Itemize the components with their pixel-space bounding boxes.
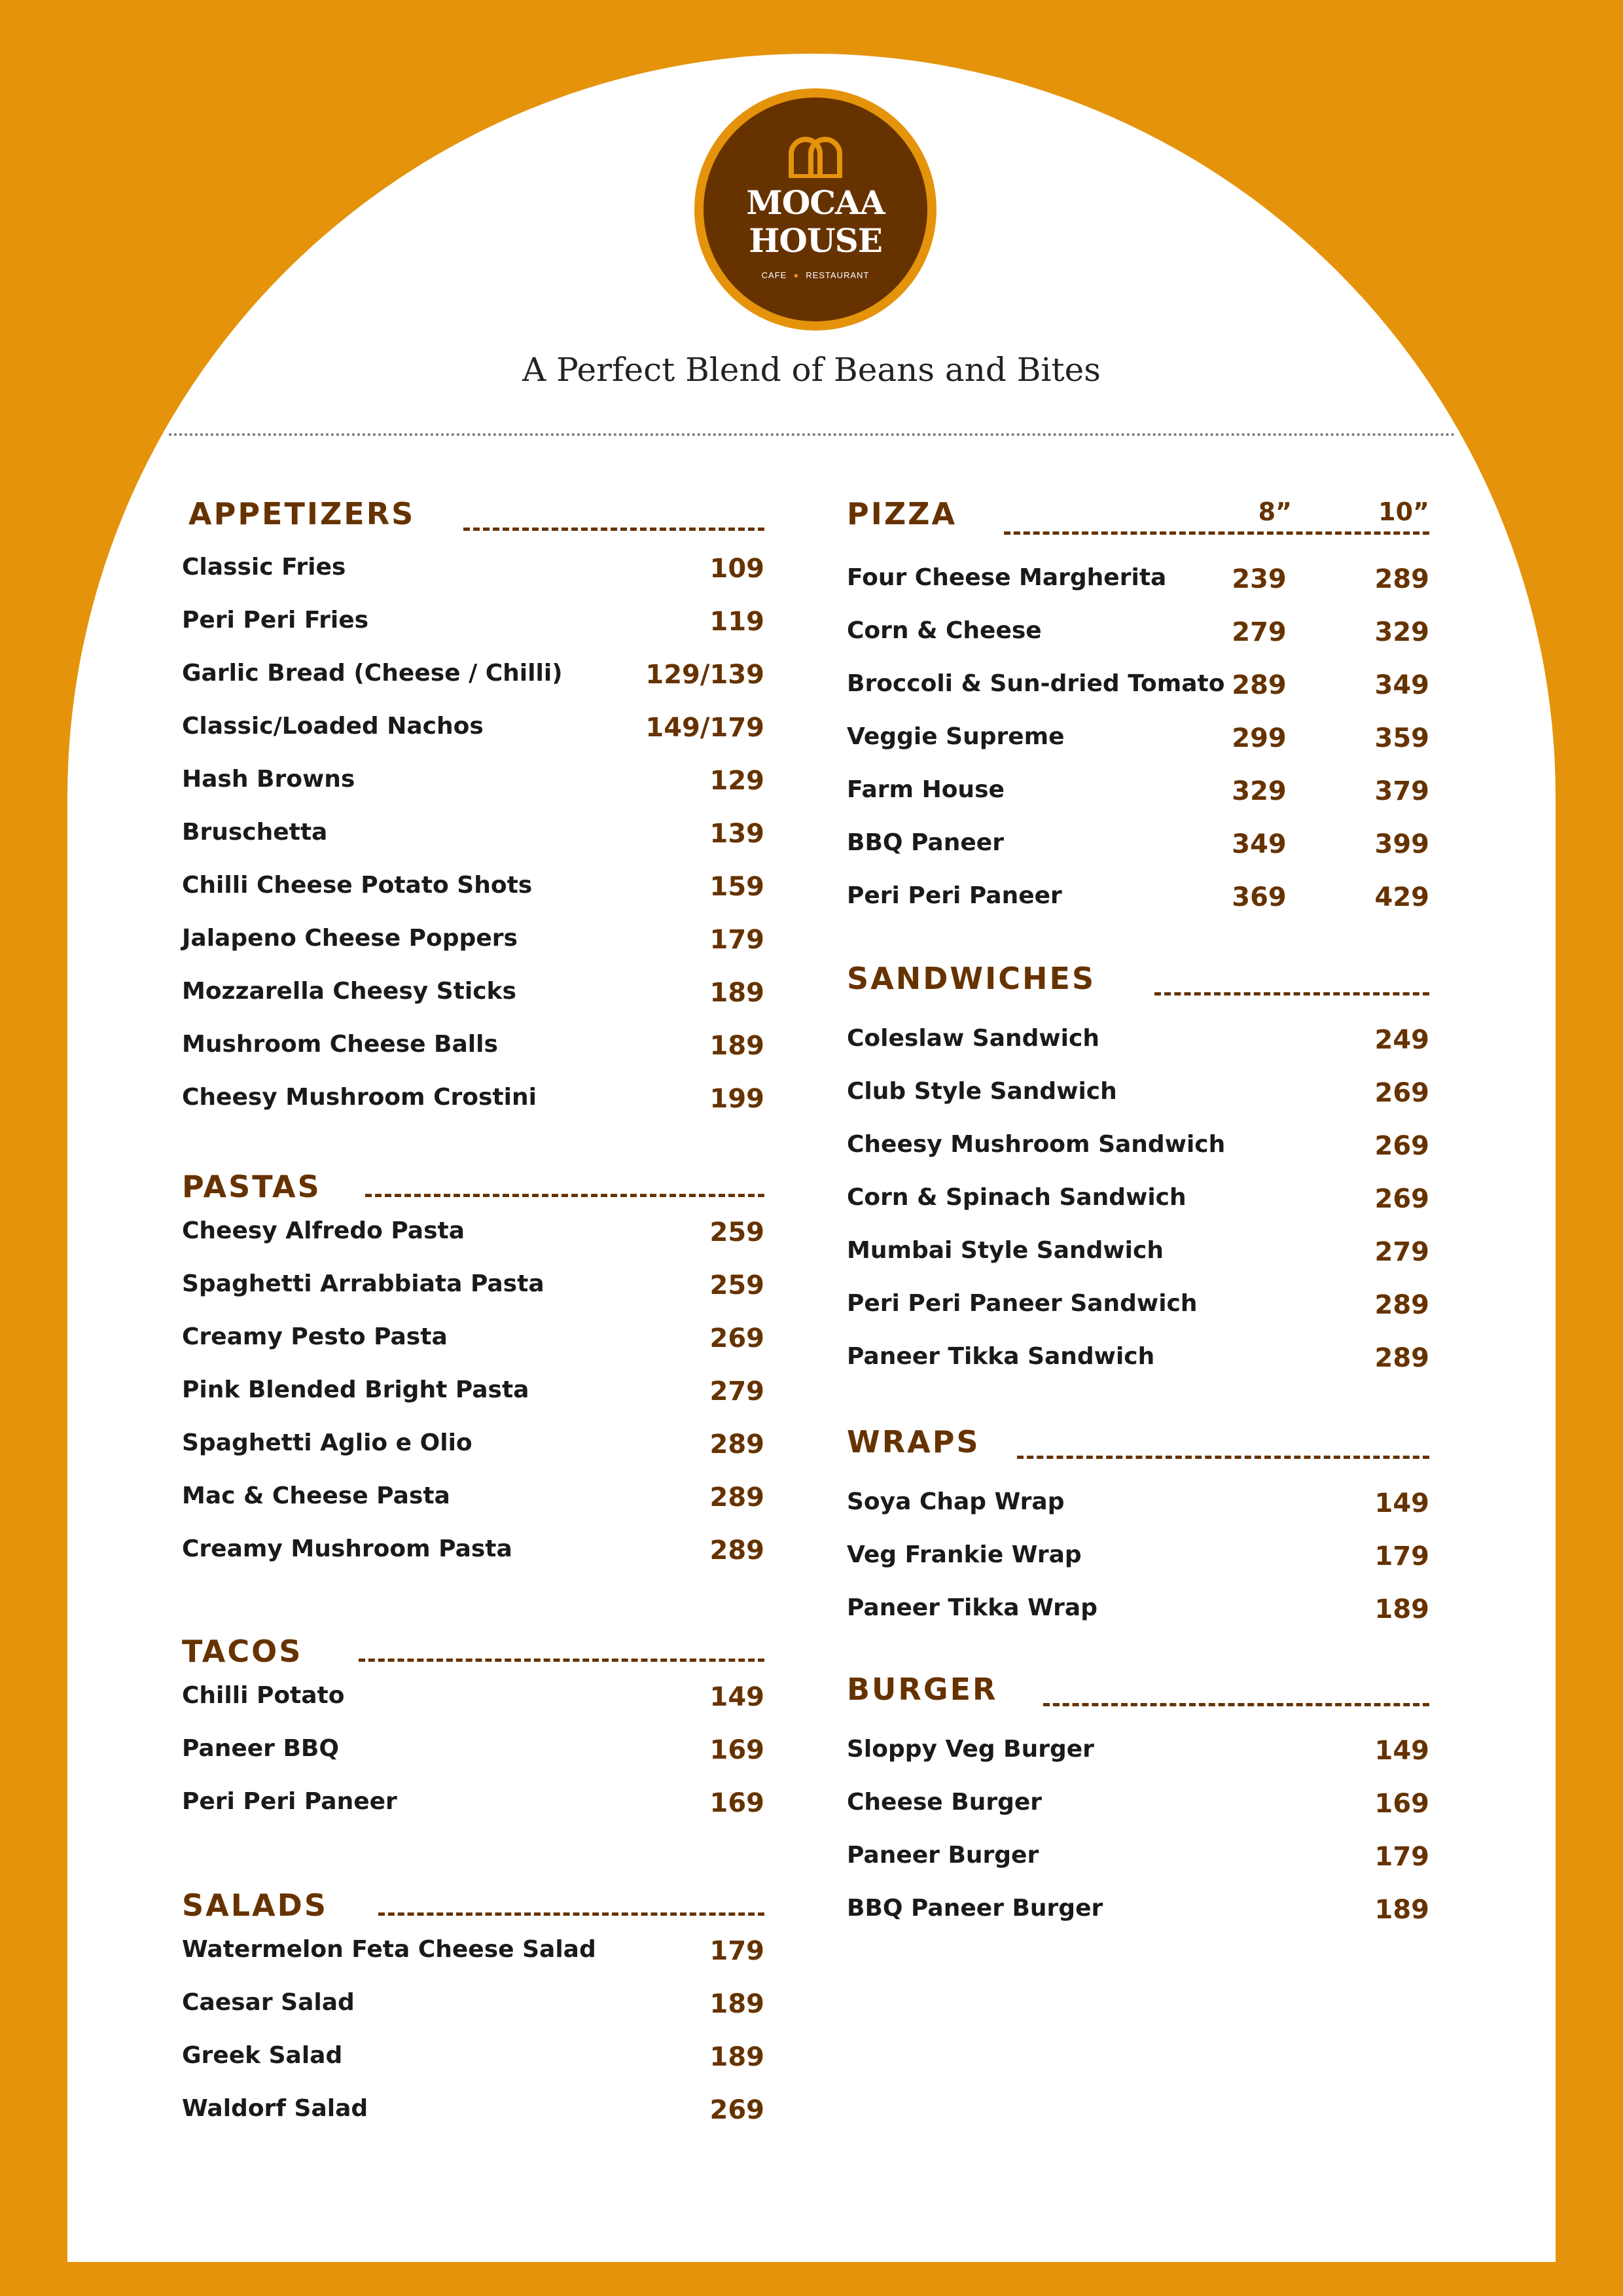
logo-sub-cafe: CAFE (761, 270, 787, 280)
menu-item-price: 149 (709, 1682, 764, 1712)
dashed-rule (1017, 1456, 1429, 1459)
menu-item-name: Corn & Spinach Sandwich (847, 1184, 1186, 1211)
dashed-rule (359, 1659, 764, 1662)
dashed-rule (1043, 1703, 1429, 1706)
menu-item-price-10: 289 (1374, 564, 1429, 594)
menu-item-name: Cheesy Alfredo Pasta (182, 1217, 465, 1244)
section-appetizers (182, 492, 764, 1137)
menu-item-name: Chilli Potato (182, 1682, 345, 1709)
menu-item-row (182, 1682, 764, 1735)
logo-name-line1: MOCAA (746, 183, 885, 222)
menu-item-price: 189 (709, 1989, 764, 2019)
section-wraps (847, 1420, 1429, 1647)
item-list (182, 554, 764, 1137)
menu-item-row (182, 766, 764, 819)
dashed-rule (463, 528, 764, 531)
size-10-label: 10” (1378, 497, 1429, 526)
menu-item-price: 129 (709, 766, 764, 796)
item-list (847, 1025, 1429, 1396)
menu-item-row (182, 1535, 764, 1588)
menu-item-name: Cheese Burger (847, 1789, 1043, 1816)
menu-item-price: 169 (709, 1788, 764, 1818)
logo-sub-restaurant: RESTAURANT (806, 270, 870, 280)
menu-item-name: Spaghetti Arrabbiata Pasta (182, 1270, 544, 1297)
menu-item-price: 249 (1374, 1025, 1429, 1055)
dot-icon: ● (793, 270, 800, 280)
menu-item-row (182, 1429, 764, 1482)
dashed-rule (378, 1912, 764, 1916)
menu-item-row (182, 1376, 764, 1429)
menu-item-name: Veg Frankie Wrap (847, 1541, 1082, 1568)
menu-item-row (847, 1131, 1429, 1184)
menu-item-price: 189 (709, 978, 764, 1008)
menu-item-price: 289 (709, 1482, 764, 1513)
section-title: PASTAS (182, 1169, 321, 1204)
menu-item-name: Cheesy Mushroom Sandwich (847, 1131, 1226, 1158)
menu-item-row (847, 1789, 1429, 1842)
dotted-separator (169, 433, 1455, 436)
menu-item-price: 159 (709, 872, 764, 902)
menu-item-name: Broccoli & Sun-dried Tomato (847, 670, 1225, 697)
menu-item-row (847, 617, 1429, 670)
menu-item-name: Four Cheese Margherita (847, 564, 1167, 591)
dashed-rule (1154, 992, 1429, 996)
menu-item-row (182, 1788, 764, 1841)
menu-item-row (847, 1488, 1429, 1541)
menu-item-row (847, 670, 1429, 723)
menu-item-price: 179 (1374, 1842, 1429, 1872)
menu-item-row (182, 872, 764, 925)
menu-item-price: 269 (1374, 1078, 1429, 1108)
menu-item-row (182, 1482, 764, 1535)
menu-item-price: 269 (709, 1323, 764, 1354)
section-salads (182, 1884, 764, 2148)
menu-item-row (847, 829, 1429, 882)
menu-item-name: Paneer Burger (847, 1842, 1039, 1869)
menu-item-price: 259 (709, 1270, 764, 1300)
menu-item-name: Waldorf Salad (182, 2095, 368, 2122)
dashed-rule (1004, 531, 1429, 535)
menu-item-price-10: 399 (1374, 829, 1429, 859)
menu-item-name: Paneer BBQ (182, 1735, 339, 1762)
menu-item-name: Mushroom Cheese Balls (182, 1031, 498, 1058)
menu-item-row (182, 1735, 764, 1788)
menu-item-price: 189 (709, 2042, 764, 2072)
menu-item-row (847, 1736, 1429, 1789)
logo-subtitle (704, 270, 927, 280)
menu-item-row (182, 2095, 764, 2148)
menu-item-row (847, 1343, 1429, 1396)
menu-item-price: 289 (1374, 1290, 1429, 1320)
section-title: WRAPS (847, 1424, 980, 1460)
menu-item-row (847, 1184, 1429, 1237)
logo-name (704, 184, 927, 260)
menu-item-price: 279 (1374, 1237, 1429, 1267)
menu-item-price: 119 (709, 607, 764, 637)
menu-item-row (847, 1895, 1429, 1948)
menu-item-name: Mac & Cheese Pasta (182, 1482, 450, 1509)
menu-item-price: 259 (709, 1217, 764, 1247)
menu-item-price: 179 (709, 925, 764, 955)
menu-item-row (182, 2042, 764, 2095)
item-list (182, 1682, 764, 1841)
menu-item-price: 189 (709, 1031, 764, 1061)
menu-item-row (182, 1270, 764, 1323)
menu-item-name: Farm House (847, 776, 1005, 803)
menu-item-name: Garlic Bread (Cheese / Chilli) (182, 660, 563, 687)
menu-item-name: Caesar Salad (182, 1989, 355, 2016)
menu-item-price: 169 (709, 1735, 764, 1765)
menu-item-name: Pink Blended Bright Pasta (182, 1376, 529, 1403)
menu-item-row (182, 819, 764, 872)
section-pastas (182, 1165, 764, 1588)
menu-item-name: Creamy Pesto Pasta (182, 1323, 448, 1350)
menu-item-name: Veggie Supreme (847, 723, 1065, 750)
menu-item-row (182, 1936, 764, 1989)
menu-item-row (847, 882, 1429, 935)
menu-item-price: 199 (709, 1084, 764, 1114)
menu-item-price-8: 239 (1232, 564, 1287, 594)
menu-item-name: Chilli Cheese Potato Shots (182, 872, 533, 899)
size-8-label: 8” (1258, 497, 1292, 526)
menu-item-name: Watermelon Feta Cheese Salad (182, 1936, 596, 1963)
item-list (182, 1217, 764, 1588)
menu-item-name: Spaghetti Aglio e Olio (182, 1429, 473, 1456)
menu-item-price-10: 359 (1374, 723, 1429, 753)
menu-item-name: Peri Peri Fries (182, 607, 369, 634)
menu-item-name: Soya Chap Wrap (847, 1488, 1065, 1515)
menu-item-name: Cheesy Mushroom Crostini (182, 1084, 537, 1111)
menu-item-price-10: 349 (1374, 670, 1429, 700)
menu-item-row (847, 1237, 1429, 1290)
menu-item-row (182, 607, 764, 660)
menu-item-row (847, 1842, 1429, 1895)
section-title: SALADS (182, 1888, 328, 1923)
item-list (847, 1736, 1429, 1948)
menu-item-price-8: 279 (1232, 617, 1287, 647)
section-sandwiches (847, 957, 1429, 1396)
menu-item-name: Peri Peri Paneer (182, 1788, 397, 1815)
menu-item-name: Creamy Mushroom Pasta (182, 1535, 512, 1562)
menu-item-name: Jalapeno Cheese Poppers (182, 925, 518, 952)
menu-item-price-8: 329 (1232, 776, 1287, 806)
menu-item-row (182, 1084, 764, 1137)
menu-item-price-8: 299 (1232, 723, 1287, 753)
section-title: BURGER (847, 1672, 998, 1707)
section-tacos (182, 1630, 764, 1841)
tagline: A Perfect Blend of Beans and Bites (522, 351, 1101, 389)
menu-item-row (847, 1541, 1429, 1594)
menu-item-price: 189 (1374, 1895, 1429, 1925)
menu-item-row (182, 660, 764, 713)
menu-item-name: Sloppy Veg Burger (847, 1736, 1094, 1763)
menu-item-row (847, 1078, 1429, 1131)
menu-item-price: 279 (709, 1376, 764, 1407)
section-title: PIZZA (847, 496, 957, 531)
menu-item-price: 149 (1374, 1736, 1429, 1766)
menu-item-name: Bruschetta (182, 819, 328, 846)
menu-item-price-10: 329 (1374, 617, 1429, 647)
section-pizza (847, 492, 1429, 935)
menu-item-row (182, 1989, 764, 2042)
menu-item-price: 179 (1374, 1541, 1429, 1571)
section-title: SANDWICHES (847, 961, 1096, 996)
menu-item-price-8: 289 (1232, 670, 1287, 700)
menu-item-price: 269 (709, 2095, 764, 2125)
menu-item-name: Paneer Tikka Wrap (847, 1594, 1097, 1621)
menu-item-name: Peri Peri Paneer (847, 882, 1062, 909)
menu-item-price: 189 (1374, 1594, 1429, 1624)
menu-item-price-10: 429 (1374, 882, 1429, 912)
menu-item-price: 139 (709, 819, 764, 849)
section-title: APPETIZERS (188, 496, 416, 531)
menu-item-price: 269 (1374, 1131, 1429, 1161)
menu-item-name: Mumbai Style Sandwich (847, 1237, 1164, 1264)
menu-item-price: 129/139 (645, 660, 764, 690)
menu-item-price: 109 (709, 554, 764, 584)
section-title: TACOS (182, 1634, 303, 1669)
menu-item-row (182, 1031, 764, 1084)
menu-item-name: Hash Browns (182, 766, 355, 793)
menu-item-row (182, 554, 764, 607)
menu-item-price: 269 (1374, 1184, 1429, 1214)
menu-item-name: Mozzarella Cheesy Sticks (182, 978, 516, 1005)
menu-item-name: BBQ Paneer Burger (847, 1895, 1103, 1922)
item-list (847, 564, 1429, 935)
menu-item-row (847, 1290, 1429, 1343)
logo-name-line2: HOUSE (749, 221, 882, 260)
menu-item-row (182, 1217, 764, 1270)
menu-item-name: Corn & Cheese (847, 617, 1042, 644)
menu-item-row (847, 776, 1429, 829)
menu-item-name: Classic/Loaded Nachos (182, 713, 484, 740)
menu-item-row (182, 925, 764, 978)
menu-item-price: 149/179 (645, 713, 764, 743)
menu-item-row (847, 564, 1429, 617)
logo-badge (694, 88, 936, 331)
arch-logo-icon (786, 133, 845, 179)
menu-item-price: 289 (709, 1535, 764, 1566)
menu-item-row (847, 1594, 1429, 1647)
menu-item-name: Paneer Tikka Sandwich (847, 1343, 1155, 1370)
menu-item-name: BBQ Paneer (847, 829, 1004, 856)
menu-item-row (182, 978, 764, 1031)
menu-item-name: Classic Fries (182, 554, 346, 581)
menu-item-price: 289 (709, 1429, 764, 1460)
section-burger (847, 1668, 1429, 1948)
menu-item-row (182, 713, 764, 766)
menu-item-price: 149 (1374, 1488, 1429, 1518)
menu-item-row (182, 1323, 764, 1376)
menu-item-price-10: 379 (1374, 776, 1429, 806)
menu-item-price-8: 369 (1232, 882, 1287, 912)
logo-inner (704, 98, 927, 321)
item-list (182, 1936, 764, 2148)
item-list (847, 1488, 1429, 1647)
menu-item-name: Coleslaw Sandwich (847, 1025, 1099, 1052)
menu-item-row (847, 723, 1429, 776)
dashed-rule (365, 1194, 764, 1197)
menu-item-name: Greek Salad (182, 2042, 343, 2069)
menu-item-price: 289 (1374, 1343, 1429, 1373)
menu-item-name: Club Style Sandwich (847, 1078, 1117, 1105)
menu-item-price-8: 349 (1232, 829, 1287, 859)
menu-item-row (847, 1025, 1429, 1078)
menu-item-price: 179 (709, 1936, 764, 1966)
menu-item-name: Peri Peri Paneer Sandwich (847, 1290, 1198, 1317)
menu-item-price: 169 (1374, 1789, 1429, 1819)
